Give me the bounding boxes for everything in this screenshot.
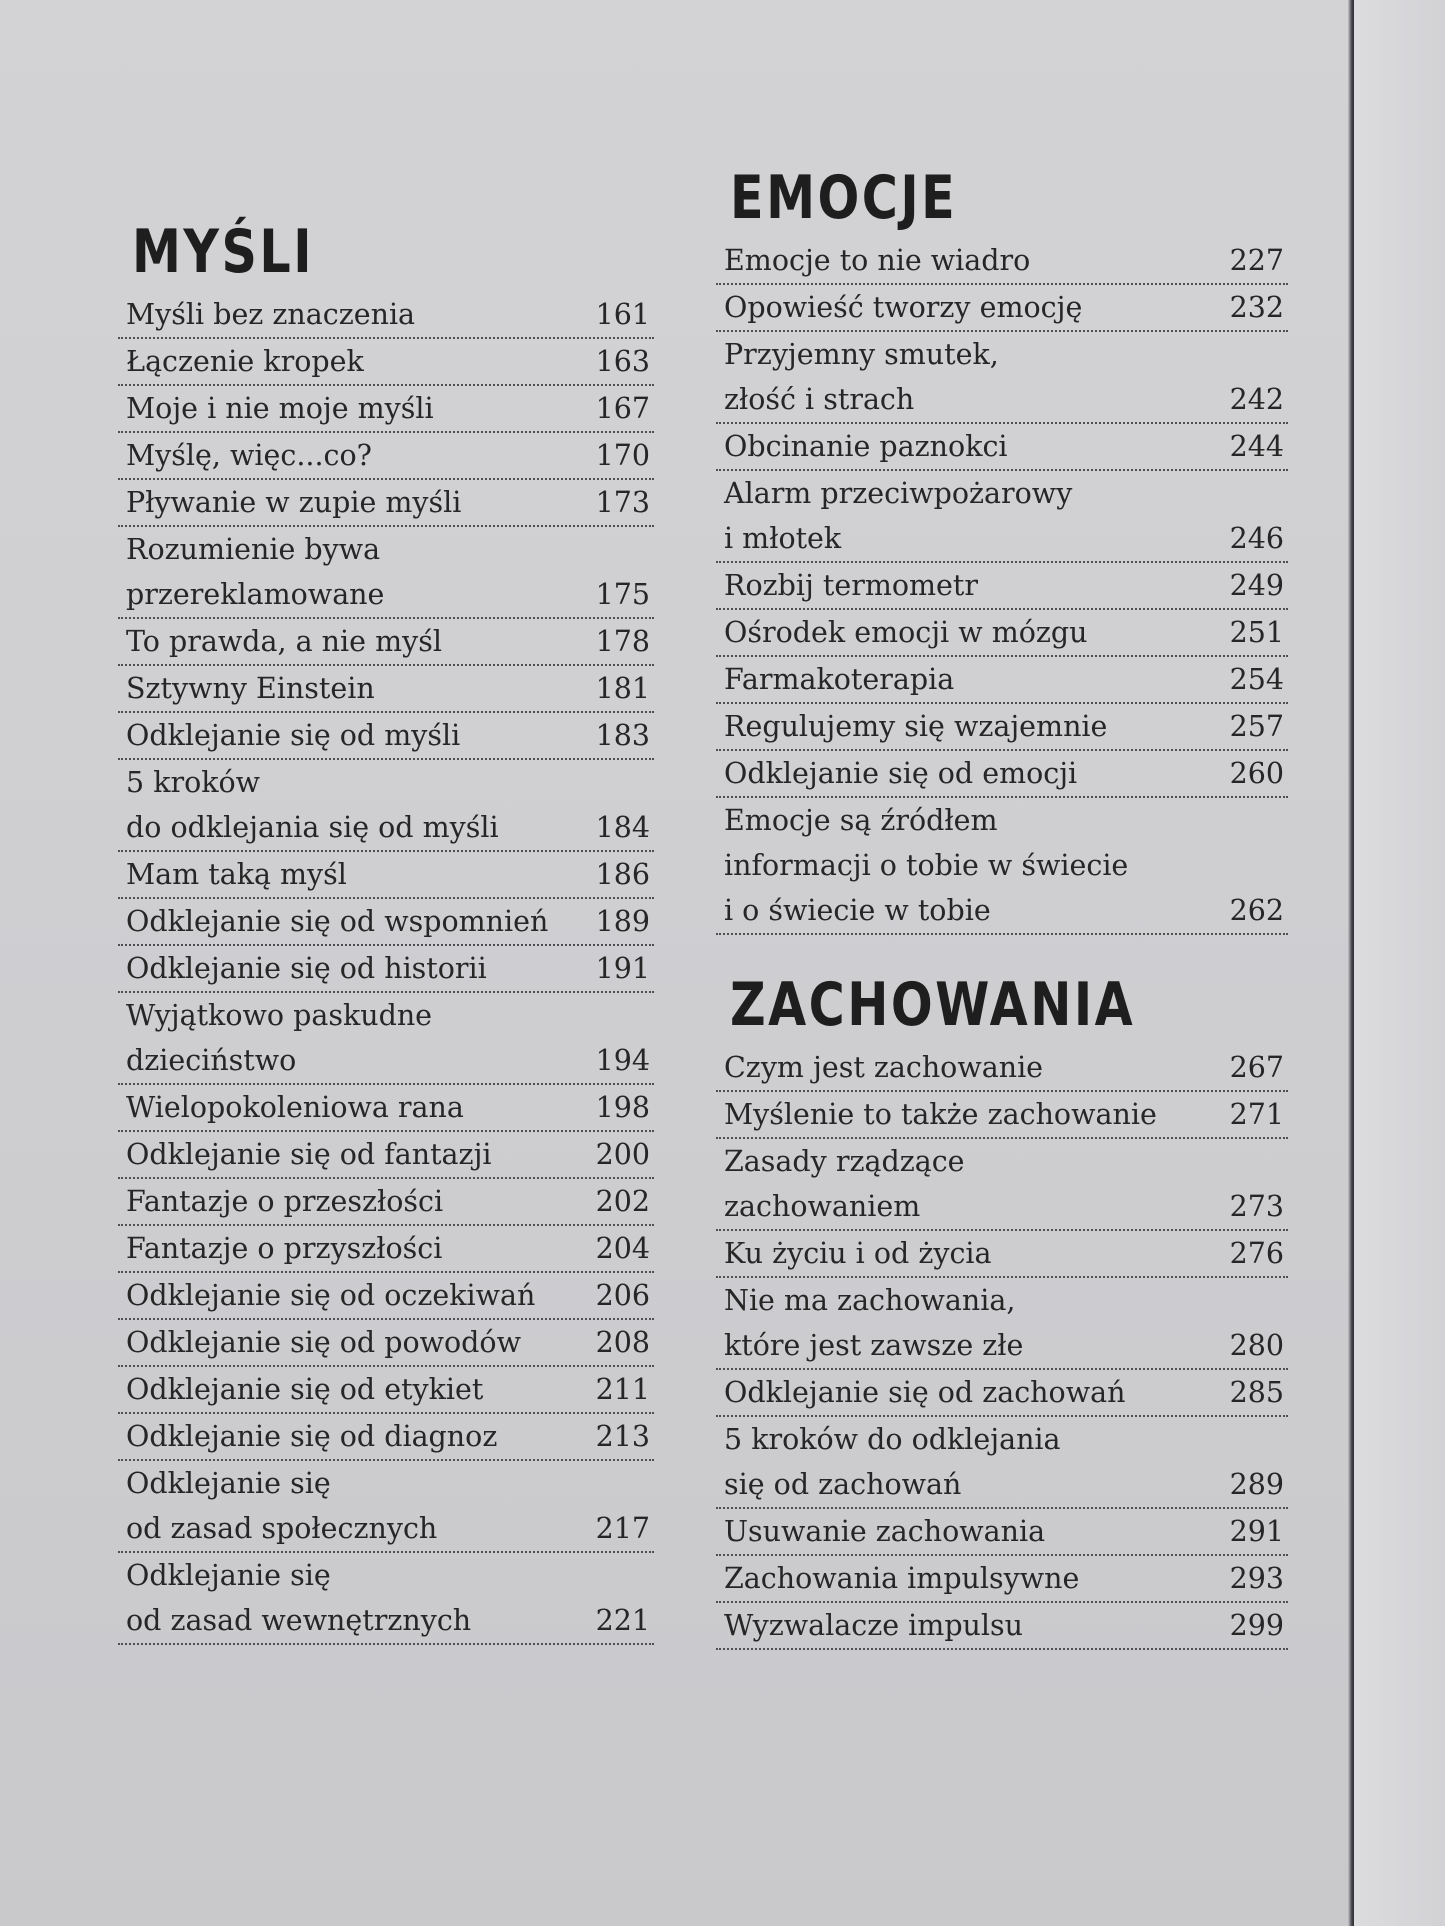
toc-column-left (118, 217, 654, 1645)
toc-entry-page: 186 (595, 858, 650, 891)
toc-entry (118, 1179, 654, 1226)
toc-entry (118, 292, 654, 339)
toc-entry-title: Odklejanie się od zasad społecznych (126, 1467, 438, 1545)
toc-entry-title: Pływanie w zupie myśli (126, 486, 462, 519)
toc-entry-page: 204 (595, 1232, 650, 1265)
toc-entry-title: Odklejanie się od etykiet (126, 1373, 484, 1406)
toc-entry (118, 527, 654, 619)
toc-entry-page: 221 (595, 1604, 650, 1637)
toc-entry (118, 1461, 654, 1553)
toc-entry (716, 424, 1288, 471)
toc-entry (716, 610, 1288, 657)
toc-entry-title: Regulujemy się wzajemnie (724, 710, 1108, 743)
toc-entry-page: 242 (1229, 383, 1284, 416)
toc-entry-title: Rozbij termometr (724, 569, 978, 602)
toc-entry-title: Wielopokoleniowa rana (126, 1091, 464, 1124)
toc-entry (716, 563, 1288, 610)
toc-entry-page: 175 (595, 578, 650, 611)
toc-entry-title: Odklejanie się od oczekiwań (126, 1279, 536, 1312)
toc-entry-title: To prawda, a nie myśl (126, 625, 442, 658)
toc-entry-page: 189 (595, 905, 650, 938)
toc-entry-title: Ośrodek emocji w mózgu (724, 616, 1088, 649)
toc-entry (118, 666, 654, 713)
toc-entry-title: Wyjątkowo paskudne dzieciństwo (126, 999, 433, 1077)
toc-entry-title: Myśli bez znaczenia (126, 298, 416, 331)
toc-entry (118, 852, 654, 899)
toc-entry-title: Odklejanie się od wspomnień (126, 905, 549, 938)
toc-entry (118, 433, 654, 480)
toc-entry-page: 246 (1229, 522, 1284, 555)
section-title-emocje: EMOCJE (730, 163, 958, 233)
toc-entry-page: 208 (595, 1326, 650, 1359)
toc-entry-page: 213 (595, 1420, 650, 1453)
toc-entry (118, 760, 654, 852)
toc-entry-title: Wyzwalacze impulsu (724, 1609, 1024, 1642)
toc-entry-page: 293 (1229, 1562, 1284, 1595)
toc-entry (716, 1370, 1288, 1417)
toc-entry-page: 217 (595, 1512, 650, 1545)
toc-entry-page: 271 (1229, 1098, 1284, 1131)
toc-entry-title: Myślę, więc...co? (126, 439, 372, 472)
toc-entry-page: 170 (595, 439, 650, 472)
toc-entry (118, 1273, 654, 1320)
toc-entry (716, 1231, 1288, 1278)
toc-entry (118, 1320, 654, 1367)
toc-list-emocje (716, 238, 1288, 935)
toc-entry (716, 798, 1288, 935)
toc-entry-title: Odklejanie się od myśli (126, 719, 461, 752)
toc-entry-page: 163 (595, 345, 650, 378)
toc-entry (716, 1417, 1288, 1509)
toc-entry (118, 713, 654, 760)
toc-entry (716, 285, 1288, 332)
toc-entry (716, 704, 1288, 751)
toc-entry-title: Łączenie kropek (126, 345, 364, 378)
toc-entry-title: Odklejanie się od powodów (126, 1326, 521, 1359)
toc-entry-title: Odklejanie się od fantazji (126, 1138, 492, 1171)
background-surface (1354, 0, 1445, 1926)
toc-entry-title: Fantazje o przyszłości (126, 1232, 443, 1265)
toc-entry-page: 244 (1229, 430, 1284, 463)
toc-entry (716, 1556, 1288, 1603)
toc-entry-title: Ku życiu i od życia (724, 1237, 992, 1270)
toc-entry-title: 5 kroków do odklejania się od myśli (126, 766, 499, 844)
toc-entry (118, 1226, 654, 1273)
toc-entry (118, 899, 654, 946)
toc-entry-title: Usuwanie zachowania (724, 1515, 1046, 1548)
toc-entry (118, 1414, 654, 1461)
toc-entry (716, 332, 1288, 424)
toc-entry-title: Nie ma zachowania, które jest zawsze złe (724, 1284, 1024, 1362)
section-title-zachowania: ZACHOWANIA (730, 970, 1136, 1040)
toc-entry-page: 206 (595, 1279, 650, 1312)
toc-entry-page: 289 (1229, 1468, 1284, 1501)
toc-entry (118, 386, 654, 433)
toc-entry (118, 946, 654, 993)
toc-entry-page: 276 (1229, 1237, 1284, 1270)
toc-entry-title: Odklejanie się od emocji (724, 757, 1078, 790)
toc-entry (118, 339, 654, 386)
toc-entry-page: 161 (595, 298, 650, 331)
toc-entry-page: 254 (1229, 663, 1284, 696)
toc-entry-page: 280 (1229, 1329, 1284, 1362)
toc-entry-page: 183 (595, 719, 650, 752)
toc-entry (118, 1085, 654, 1132)
toc-entry-page: 267 (1229, 1051, 1284, 1084)
toc-entry-title: Myślenie to także zachowanie (724, 1098, 1157, 1131)
toc-entry-page: 249 (1229, 569, 1284, 602)
toc-entry-page: 198 (595, 1091, 650, 1124)
toc-entry-title: Sztywny Einstein (126, 672, 375, 705)
toc-entry-page: 184 (595, 811, 650, 844)
toc-entry-title: Odklejanie się od diagnoz (126, 1420, 498, 1453)
toc-entry (716, 471, 1288, 563)
toc-entry-page: 285 (1229, 1376, 1284, 1409)
toc-entry-title: Obcinanie paznokci (724, 430, 1008, 463)
toc-entry-title: 5 kroków do odklejania się od zachowań (724, 1423, 1061, 1501)
toc-entry-page: 167 (595, 392, 650, 425)
toc-entry-page: 260 (1229, 757, 1284, 790)
toc-entry-title: Zachowania impulsywne (724, 1562, 1080, 1595)
toc-entry-title: Odklejanie się od zachowań (724, 1376, 1126, 1409)
toc-entry-page: 178 (595, 625, 650, 658)
toc-entry (716, 1139, 1288, 1231)
toc-entry-page: 273 (1229, 1190, 1284, 1223)
toc-entry-page: 173 (595, 486, 650, 519)
toc-entry-title: Opowieść tworzy emocję (724, 291, 1083, 324)
toc-column-right (716, 163, 1288, 1650)
toc-entry-page: 251 (1229, 616, 1284, 649)
toc-entry (118, 619, 654, 666)
toc-entry (118, 993, 654, 1085)
toc-list-mysli (118, 292, 654, 1645)
toc-entry (716, 1045, 1288, 1092)
toc-entry (118, 1132, 654, 1179)
toc-entry-title: Moje i nie moje myśli (126, 392, 434, 425)
toc-entry-title: Farmakoterapia (724, 663, 955, 696)
toc-entry-title: Rozumienie bywa przereklamowane (126, 533, 385, 611)
toc-entry-title: Fantazje o przeszłości (126, 1185, 444, 1218)
toc-entry-title: Odklejanie się od zasad wewnętrznych (126, 1559, 472, 1637)
toc-entry-title: Emocje są źródłem informacji o tobie w świecie i o świecie w tobie (724, 804, 1129, 927)
toc-entry-title: Czym jest zachowanie (724, 1051, 1044, 1084)
toc-entry-title: Mam taką myśl (126, 858, 347, 891)
toc-entry (716, 238, 1288, 285)
toc-entry (118, 1553, 654, 1645)
toc-entry (118, 480, 654, 527)
toc-entry-page: 211 (595, 1373, 650, 1406)
toc-entry-page: 181 (595, 672, 650, 705)
toc-entry (716, 1509, 1288, 1556)
toc-entry-page: 194 (595, 1044, 650, 1077)
toc-entry-page: 299 (1229, 1609, 1284, 1642)
toc-entry-page: 257 (1229, 710, 1284, 743)
toc-entry-page: 291 (1229, 1515, 1284, 1548)
toc-entry-page: 227 (1229, 244, 1284, 277)
toc-entry-title: Emocje to nie wiadro (724, 244, 1031, 277)
toc-entry (716, 1603, 1288, 1650)
toc-list-zachowania (716, 1045, 1288, 1650)
toc-entry (716, 751, 1288, 798)
toc-entry-page: 262 (1229, 894, 1284, 927)
toc-entry (716, 1278, 1288, 1370)
toc-entry (716, 1092, 1288, 1139)
toc-entry (118, 1367, 654, 1414)
toc-entry (716, 657, 1288, 704)
toc-entry-title: Odklejanie się od historii (126, 952, 487, 985)
section-title-mysli: MYŚLI (132, 217, 314, 287)
toc-entry-page: 200 (595, 1138, 650, 1171)
toc-entry-page: 202 (595, 1185, 650, 1218)
toc-entry-title: Przyjemny smutek, złość i strach (724, 338, 999, 416)
toc-entry-page: 232 (1229, 291, 1284, 324)
toc-entry-title: Zasady rządzące zachowaniem (724, 1145, 965, 1223)
toc-entry-page: 191 (595, 952, 650, 985)
toc-entry-title: Alarm przeciwpożarowy i młotek (724, 477, 1073, 555)
